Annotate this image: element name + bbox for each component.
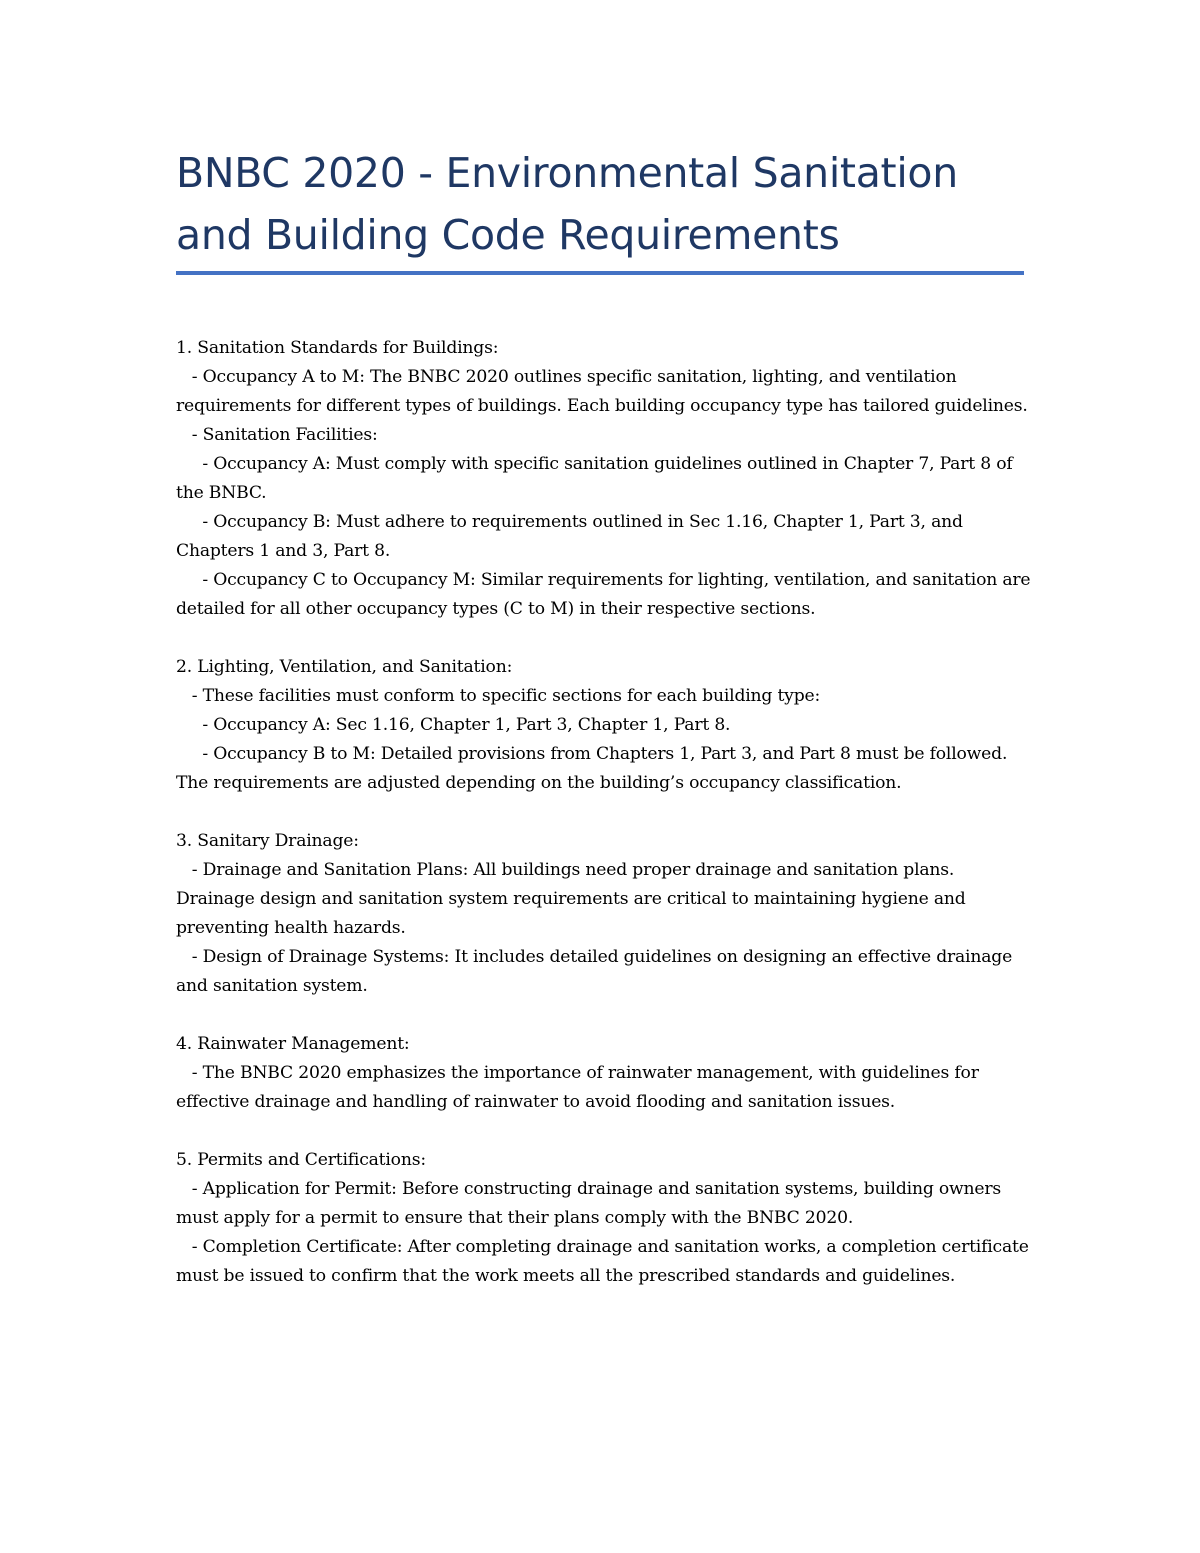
bullet-item: - Design of Drainage Systems: It includes detailed guidelines on designing an effective drainage and sanitation system.	[176, 947, 1018, 996]
section-sanitation-standards	[176, 334, 1036, 624]
bullet-item: - Drainage and Sanitation Plans: All buildings need proper drainage and sanitation plans. Drainage design and sanitation system requirements are critical to maintaining hygiene and preventing health hazards.	[176, 860, 971, 938]
paragraph-spacer	[176, 1117, 1036, 1146]
section-lighting-ventilation	[176, 653, 1036, 798]
sub-bullet-item: - Occupancy A: Must comply with specific sanitation guidelines outlined in Chapter 7, Part 8 of the BNBC.	[176, 454, 1018, 503]
bullet-item: - The BNBC 2020 emphasizes the importance of rainwater management, with guidelines for effective drainage and handling of rainwater to avoid flooding and sanitation issues.	[176, 1063, 984, 1112]
section-rainwater-management	[176, 1030, 1036, 1117]
bullet-item: - Completion Certificate: After completing drainage and sanitation works, a completion certificate must be issued to confirm that the work meets all the prescribed standards and guidelines.	[176, 1237, 1034, 1286]
document-title: BNBC 2020 - Environmental Sanitation and Building Code Requirements	[176, 149, 958, 259]
section-heading: 2. Lighting, Ventilation, and Sanitation:	[176, 657, 513, 677]
sub-bullet-item: - Occupancy A: Sec 1.16, Chapter 1, Part 3, Chapter 1, Part 8.	[176, 715, 731, 735]
paragraph-spacer	[176, 624, 1036, 653]
paragraph-spacer	[176, 798, 1036, 827]
bullet-item: - Sanitation Facilities:	[176, 425, 378, 445]
section-heading: 4. Rainwater Management:	[176, 1034, 410, 1054]
sub-bullet-item: - Occupancy C to Occupancy M: Similar requirements for lighting, ventilation, and sanitation are detailed for all other occupancy types (C to M) in their respective sections.	[176, 570, 1036, 619]
bullet-item: - Occupancy A to M: The BNBC 2020 outlines specific sanitation, lighting, and ventilation requirements for different types of buildings. Each building occupancy type has tailored guidelines.	[176, 367, 1028, 416]
paragraph-spacer	[176, 1001, 1036, 1030]
section-permits-certifications	[176, 1146, 1036, 1291]
section-heading: 5. Permits and Certifications:	[176, 1150, 426, 1170]
sub-bullet-item: - Occupancy B: Must adhere to requirements outlined in Sec 1.16, Chapter 1, Part 3, and Chapters 1 and 3, Part 8.	[176, 512, 969, 561]
bullet-item: - Application for Permit: Before constructing drainage and sanitation systems, building owners must apply for a permit to ensure that their plans comply with the BNBC 2020.	[176, 1179, 1007, 1228]
section-sanitary-drainage	[176, 827, 1036, 1001]
document-body	[176, 334, 1036, 1291]
section-heading: 3. Sanitary Drainage:	[176, 831, 359, 851]
bullet-item: - These facilities must conform to specific sections for each building type:	[176, 686, 821, 706]
title-block	[176, 142, 1026, 266]
title-underline	[176, 271, 1024, 275]
section-heading: 1. Sanitation Standards for Buildings:	[176, 338, 499, 358]
sub-bullet-item: - Occupancy B to M: Detailed provisions from Chapters 1, Part 3, and Part 8 must be followed. The requirements are adjusted depending on the building’s occupancy classification.	[176, 744, 1013, 793]
